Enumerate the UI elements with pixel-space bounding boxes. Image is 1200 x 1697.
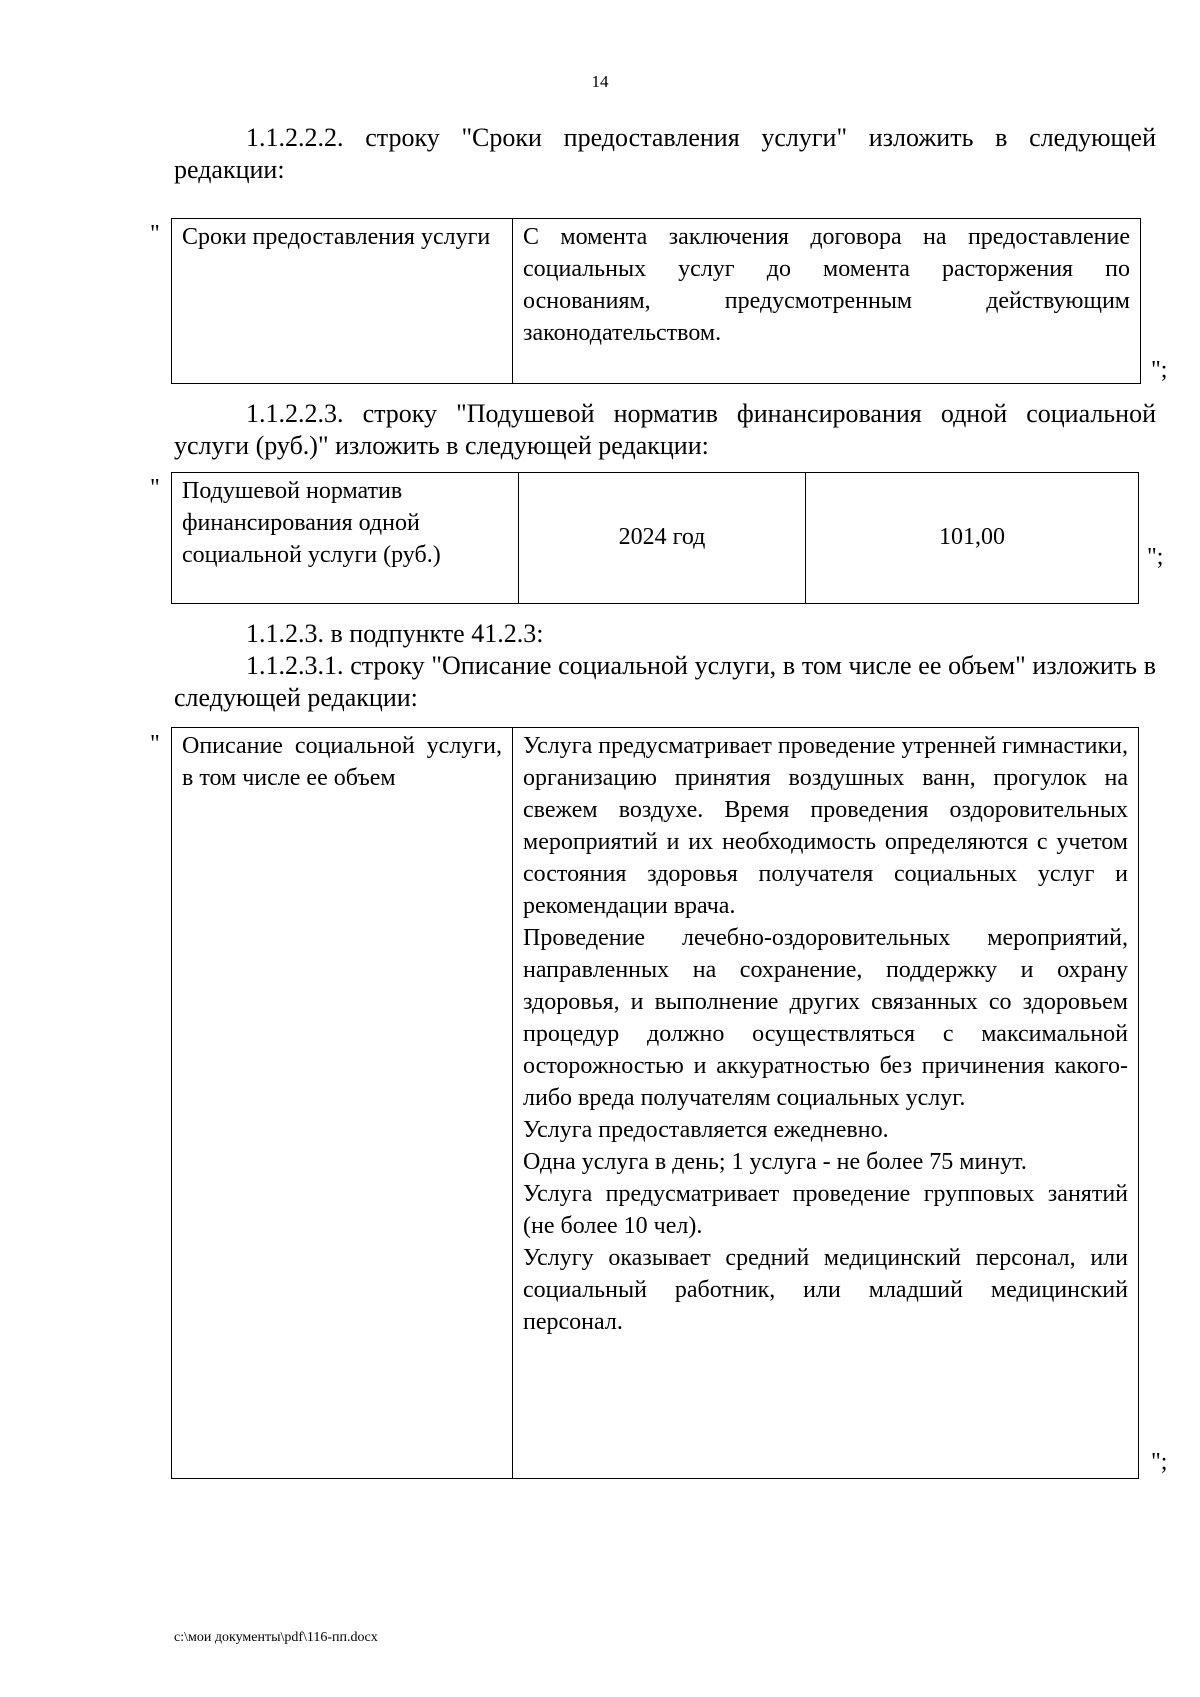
section3-description-cell bbox=[513, 728, 1139, 1479]
section1-label-cell: Сроки предоставления услуги bbox=[172, 219, 513, 384]
section2-heading: 1.1.2.2.3. строку "Подушевой норматив финансирования одной социальной услуги (руб.)" изложить в следующей редакции: bbox=[174, 399, 1156, 460]
section3-heading: 1.1.2.3.1. строку "Описание социальной услуги, в том числе ее объем" изложить в следующей редакции: bbox=[174, 651, 1156, 712]
page-number: 14 bbox=[591, 72, 609, 91]
section2-label-cell: Подушевой норматив финансирования одной социальной услуги (руб.) bbox=[172, 473, 519, 604]
section1-close-mark: "; bbox=[1151, 357, 1168, 383]
section2-close-mark: "; bbox=[1147, 544, 1164, 570]
section3-label-cell: Описание социальной услуги, в том числе ее объем bbox=[172, 728, 513, 1479]
section1-open-quote: " bbox=[150, 221, 160, 247]
description-paragraph: Услуга предоставляется ежедневно. bbox=[523, 1117, 889, 1143]
description-paragraph: Проведение лечебно-оздоровительных мероприятий, направленных на сохранение, поддержку и охрану здоровья, и выполнение других связанных со здоровьем процедур должно осуществляться с максимальной осторожностью и аккуратностью без причинения какого-либо вреда получателям социальных услуг. bbox=[523, 925, 1128, 1111]
description-paragraph: Одна услуга в день; 1 услуга - не более 75 минут. bbox=[523, 1149, 1027, 1175]
description-paragraph: Услугу оказывает средний медицинский персонал, или социальный работник, или младший медицинский персонал. bbox=[523, 1245, 1128, 1335]
section3-table bbox=[171, 727, 1139, 1479]
section2-year-cell: 2024 год bbox=[519, 473, 806, 604]
section1-value-cell: С момента заключения договора на предоставление социальных услуг до момента расторжения по основаниям, предусмотренным действующим законодательством. bbox=[513, 219, 1141, 384]
section3-open-quote: " bbox=[150, 731, 160, 757]
description-paragraph: Услуга предусматривает проведение утренней гимнастики, организацию принятия воздушных ванн, прогулок на свежем воздухе. Время проведения оздоровительных мероприятий и их необходимость определяются с учетом состояния здоровья получателя социальных услуг и рекомендации врача. bbox=[523, 733, 1128, 919]
footer-file-path: c:\мои документы\pdf\116-пп.docx bbox=[174, 1630, 378, 1645]
description-paragraph: Услуга предусматривает проведение групповых занятий (не более 10 чел). bbox=[523, 1181, 1128, 1239]
section2-amount-cell: 101,00 bbox=[806, 473, 1139, 604]
section2-open-quote: " bbox=[150, 475, 160, 501]
section3-subheading: 1.1.2.3. в подпункте 41.2.3: bbox=[246, 619, 544, 648]
section1-heading: 1.1.2.2.2. строку "Сроки предоставления услуги" изложить в следующей редакции: bbox=[174, 123, 1156, 184]
section3-close-mark: "; bbox=[1151, 1449, 1168, 1475]
section2-table bbox=[171, 472, 1139, 604]
section1-table bbox=[171, 218, 1141, 384]
